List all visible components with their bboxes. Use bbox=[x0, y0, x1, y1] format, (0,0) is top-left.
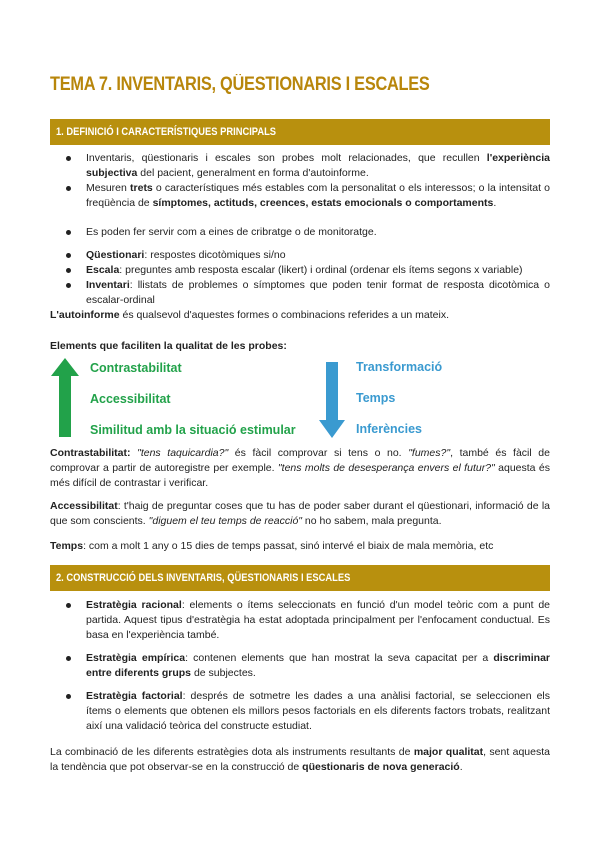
up-arrow-icon bbox=[50, 358, 80, 438]
accessibilitat-paragraph: Accessibilitat: t'haig de preguntar coses que tu has de poder saber durant el qüestionari, informació de la que som conscients. "diguem el teu temps de reacció" no ho sabem, mala pregunta. bbox=[50, 500, 550, 527]
diagram-item-contrastabilitat: Contrastabilitat bbox=[90, 361, 182, 375]
list-item: Estratègia factorial: després de sotmetre les dades a una anàlisi factorial, se seleccionen els ítems o elements que obtenen els millors pesos factorials en els diferents factors trobats, realitzant així una validació teòrica del constructe estudiat. bbox=[86, 690, 550, 732]
list-item: Inventaris, qüestionaris i escales son probes molt relacionades, que recullen l'experiència subjectiva del pacient, generalment en forma d'autoinforme. bbox=[86, 152, 550, 179]
list-item: Estratègia racional: elements o ítems seleccionats en funció d'un model teòric com a punt de partida. Aquest tipus d'estratègia ha estat adoptada principalment per l'enfocament conductual. Es basa en l'experiència també. bbox=[86, 599, 550, 641]
diagram-item-similitud: Similitud amb la situació estimular bbox=[90, 423, 296, 437]
section-1-title: 1. DEFINICIÓ I CARACTERÍSTIQUES PRINCIPALS bbox=[55, 126, 277, 138]
diagram-item-inferencies: Inferències bbox=[356, 422, 423, 436]
page-title: TEMA 7. INVENTARIS, QÜESTIONARIS I ESCALES bbox=[50, 74, 430, 95]
contrastabilitat-paragraph: Contrastabilitat: "tens taquicardia?" és fàcil comprovar si tens o no. "fumes?", també és fàcil de comprovar a partir de autoregistre per exemple. "tens molts de desesperança envers el futur?" aquesta és més difícil de contrastar i verificar. bbox=[50, 447, 550, 489]
diagram-item-accessibilitat: Accessibilitat bbox=[90, 392, 171, 406]
section-1-header bbox=[50, 119, 550, 145]
closing-paragraph: La combinació de les diferents estratègies dota als instruments resultants de major qualitat, sent aquesta la tendència que pot observar-se en la construcció de qüestionaris de nova generació. bbox=[50, 746, 550, 773]
elements-heading: Elements que faciliten la qualitat de les probes: bbox=[50, 340, 287, 352]
list-item: Mesuren trets o característiques més estables com la personalitat o els interessos; o la intensitat o freqüència de símptomes, actituds, creences, estats emocionals o comportaments. bbox=[86, 182, 550, 209]
list-item: Estratègia empírica: contenen elements que han mostrat la seva capacitat per a discriminar entre diferents grups de subjectes. bbox=[86, 652, 550, 679]
diagram-item-transformacio: Transformació bbox=[356, 360, 443, 374]
list-item: Es poden fer servir com a eines de cribratge o de monitoratge. bbox=[86, 225, 550, 240]
list-item: Qüestionari: respostes dicotòmiques si/no bbox=[86, 248, 550, 263]
section-2-title: 2. CONSTRUCCIÓ DELS INVENTARIS, QÜESTIONARIS I ESCALES bbox=[55, 572, 351, 584]
list-item: Escala: preguntes amb resposta escalar (likert) i ordinal (ordenar els ítems segons x variable) bbox=[86, 263, 550, 278]
list-item: Inventari: llistats de problemes o símptomes que poden tenir format de resposta dicotòmica o escalar-ordinal bbox=[86, 279, 550, 306]
autoinforme-paragraph: L'autoinforme és qualsevol d'aquestes formes o combinacions referides a un mateix. bbox=[50, 309, 450, 321]
diagram-item-temps: Temps bbox=[356, 391, 396, 405]
section-2-header bbox=[50, 565, 550, 591]
down-arrow-icon bbox=[318, 362, 346, 439]
temps-paragraph: Temps: com a molt 1 any o 15 dies de temps passat, sinó intervé el biaix de mala memòria, etc bbox=[50, 540, 494, 552]
